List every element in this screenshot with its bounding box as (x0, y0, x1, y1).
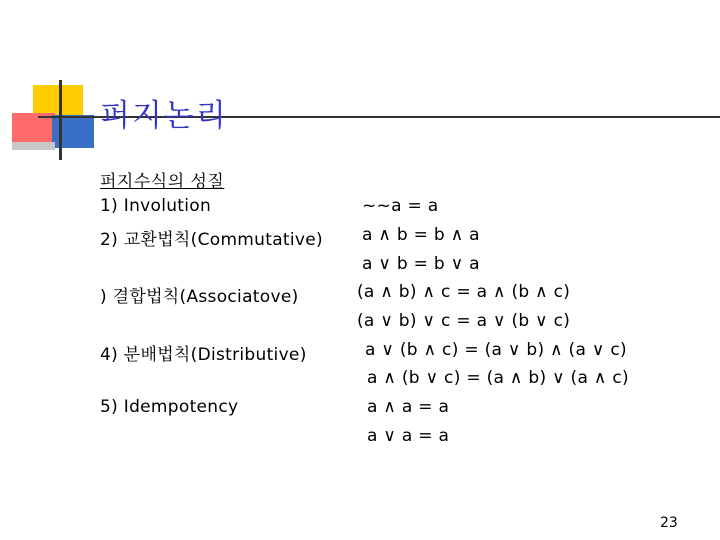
page-number: 23 (660, 515, 678, 531)
formula-idempotency-or: a ∨ a = a (367, 426, 450, 446)
property-label-idempotency: 5) Idempotency (100, 397, 239, 417)
formula-commutative-or: a ∨ b = b ∨ a (362, 254, 480, 274)
property-label-associative: ) 결합법칙(Associatove) (100, 287, 299, 307)
property-label-commutative: 2) 교환법칙(Commutative) (100, 230, 323, 250)
formula-idempotency-and: a ∧ a = a (367, 397, 450, 417)
slide-subtitle: 퍼지수식의 성질 (100, 172, 225, 192)
decor-bar-gray (12, 142, 55, 150)
formula-associative-and: (a ∧ b) ∧ c = a ∧ (b ∧ c) (357, 282, 571, 302)
property-label-involution: 1) Involution (100, 196, 212, 216)
formula-distributive-or: a ∨ (b ∧ c) = (a ∨ b) ∧ (a ∨ c) (365, 340, 627, 360)
formula-distributive-and: a ∧ (b ∨ c) = (a ∧ b) ∨ (a ∧ c) (367, 368, 629, 388)
slide-title: 퍼지논리 (100, 98, 228, 134)
decor-vertical-line (59, 80, 62, 160)
formula-involution: ~~a = a (362, 196, 439, 216)
formula-commutative-and: a ∧ b = b ∧ a (362, 225, 480, 245)
formula-associative-or: (a ∨ b) ∨ c = a ∨ (b ∨ c) (357, 311, 571, 331)
property-label-distributive: 4) 분배법칙(Distributive) (100, 345, 307, 365)
